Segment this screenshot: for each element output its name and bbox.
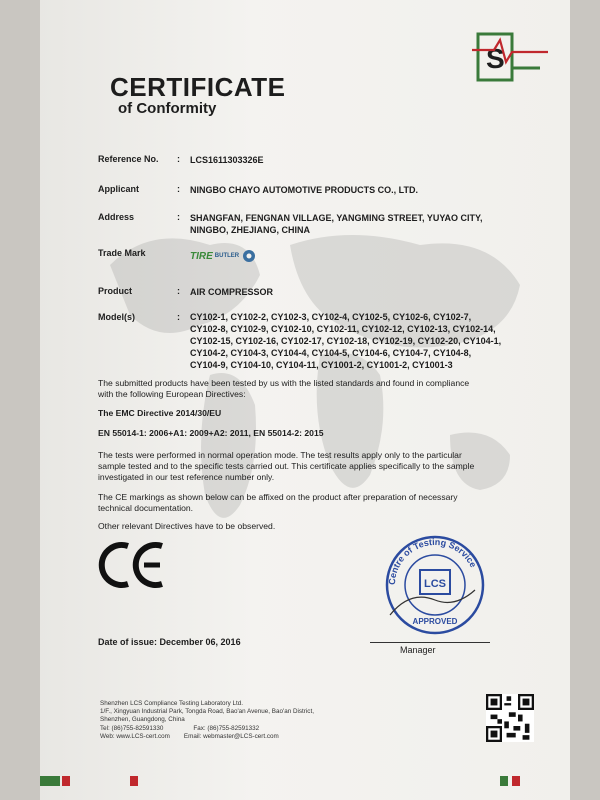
models-line: CY102-8, CY102-9, CY102-10, CY102-11, CY102-12, CY102-13, CY102-14, bbox=[190, 324, 496, 334]
address-label: Address bbox=[98, 212, 135, 222]
footer-address bbox=[100, 700, 314, 741]
qr-code bbox=[486, 694, 534, 742]
approved-stamp bbox=[380, 530, 490, 640]
address-line-2: NINGBO, ZHEJIANG, CHINA bbox=[190, 225, 311, 235]
reference-label: Reference No. bbox=[98, 154, 159, 164]
svg-text:LCS: LCS bbox=[424, 578, 446, 590]
product-value: AIR COMPRESSOR bbox=[190, 287, 274, 297]
compliance-text-1: The submitted products have been tested by us with the listed standards and found in compliance bbox=[98, 378, 470, 388]
address-line-1: SHANGFAN, FENGNAN VILLAGE, YANGMING STREET, YUYAO CITY, bbox=[190, 213, 483, 223]
ce-text-1: The CE markings as shown below can be affixed on the product after preparation of necessary bbox=[98, 492, 458, 502]
standards: EN 55014-1: 2006+A1: 2009+A2: 2011, EN 55014-2: 2015 bbox=[98, 428, 324, 438]
models-line: CY102-15, CY102-16, CY102-17, CY102-18, CY102-19, CY102-20, CY104-1, bbox=[190, 336, 502, 346]
footer-bar-red bbox=[130, 776, 138, 786]
test-text-3: investigated in our test reference number only. bbox=[98, 472, 275, 482]
test-text-1: The tests were performed in normal operation mode. The test results apply only to the particular bbox=[98, 450, 462, 460]
footer-bar-red bbox=[62, 776, 70, 786]
test-text-2: sample tested and to the specific tests carried out. This certificate applies specifically to the sample bbox=[98, 461, 475, 471]
footer-city: Shenzhen, Guangdong, China bbox=[100, 716, 185, 724]
svg-text:APPROVED: APPROVED bbox=[412, 617, 458, 626]
models-line: CY104-2, CY104-3, CY104-4, CY104-5, CY104-6, CY104-7, CY104-8, bbox=[190, 348, 472, 358]
reference-value: LCS1611303326E bbox=[190, 155, 264, 165]
ce-text-2: technical documentation. bbox=[98, 503, 194, 513]
footer-bar-green bbox=[40, 776, 60, 786]
footer-web: Web: www.LCS-cert.com bbox=[100, 732, 170, 740]
trademark-text-tire: TIRE bbox=[190, 250, 213, 262]
other-directives-text: Other relevant Directives have to be observed. bbox=[98, 521, 276, 531]
models-line: CY102-1, CY102-2, CY102-3, CY102-4, CY102-5, CY102-6, CY102-7, bbox=[190, 312, 472, 322]
certificate-subtitle: of Conformity bbox=[118, 100, 217, 117]
compliance-text-2: with the following European Directives: bbox=[98, 389, 246, 399]
footer-bar-green bbox=[500, 776, 508, 786]
trademark-label: Trade Mark bbox=[98, 248, 146, 258]
directive: The EMC Directive 2014/30/EU bbox=[98, 408, 222, 418]
lcs-logo bbox=[470, 28, 550, 88]
applicant-label: Applicant bbox=[98, 184, 140, 194]
tire-icon bbox=[241, 248, 257, 264]
footer-street: 1/F., Xingyuan Industrial Park, Tongda Road, Bao'an Avenue, Bao'an District, bbox=[100, 708, 314, 716]
footer-bar-red bbox=[512, 776, 520, 786]
certificate-sheet: S CERTIFICATE of Conformity Reference No. : LCS1611303326E Applicant : NINGBO CHAYO AUTOMOTIVE PRODUCTS CO., LTD. Address : SHANGFAN, FENGNAN VILLAGE, YANGMING STREET, YUYAO CITY, NINGBO, ZHEJIANG, CHINA Trade Mark TIRE BUTLER Product : AIR COMPRESSOR Model(s) : CY102-1, CY102-2, CY102-3, CY102-4, CY102-5, CY102-6, CY102-7, CY102-8, CY102-9, CY102-10, CY102-11, CY102-12, CY102-13, CY102-14, CY102-15, CY102-16, CY102-17, CY102-18, CY102-19, CY102-20, CY104-1, CY104-2, CY104-3, CY104-4, CY104-5, CY104-6, CY104-7, CY104-8, CY104-9, CY104-10, CY104-11, CY1001-2, CY1001-2, CY1001-3 The submitted products have been tested by us with the listed standards and found in compliance with the following European Directives: The EMC Directive 2014/30/EU EN 55014-1: 2006+A1: 2009+A2: 2011, EN 55014-2: 2015 The tests were performed in normal operation mode. The test results apply only to the particular sample tested and to the specific tests carried out. This certificate applies specifically to the sample investigated in our test reference number only. The CE markings as shown below can be affixed on the product after preparation of necessary technical documentation. Other relevant Directives have to be observed. Centre of Testing Service LCS APPROVED Date of issue: December 06, 2016 Manager Shenzhen LCS Compliance Testing Laboratory Ltd. 1/F., Xingyuan Industrial Park, Tongda Road, Bao'an Avenue, Bao'an District, Shenzhen, Guangdong, China Tel: (86)755-82591330 Fax: (86)755-82591332 Web: www.LCS-cert.com Email: webmaster@LCS-cert.com bbox=[40, 0, 570, 800]
certificate-title: CERTIFICATE bbox=[110, 72, 286, 102]
models-label: Model(s) bbox=[98, 312, 135, 322]
svg-text:S: S bbox=[486, 43, 505, 74]
footer-email: Email: webmaster@LCS-cert.com bbox=[183, 732, 279, 740]
trademark-text-butler: BUTLER bbox=[214, 253, 240, 259]
footer-tel: Tel: (86)755-82591330 bbox=[100, 724, 164, 732]
product-label: Product bbox=[98, 286, 133, 296]
svg-text:Centre of Testing Service: Centre of Testing Service bbox=[386, 536, 479, 586]
models-line: CY104-9, CY104-10, CY104-11, CY1001-2, CY1001-2, CY1001-3 bbox=[190, 360, 453, 370]
date-of-issue: Date of issue: December 06, 2016 bbox=[98, 637, 241, 647]
applicant-value: NINGBO CHAYO AUTOMOTIVE PRODUCTS CO., LTD. bbox=[190, 185, 419, 195]
ce-mark bbox=[98, 540, 168, 590]
footer-fax: Fax: (86)755-82591332 bbox=[193, 724, 260, 732]
manager-label: Manager bbox=[400, 645, 436, 655]
trademark-logo bbox=[190, 248, 257, 264]
footer-company: Shenzhen LCS Compliance Testing Laboratory Ltd. bbox=[100, 700, 244, 707]
